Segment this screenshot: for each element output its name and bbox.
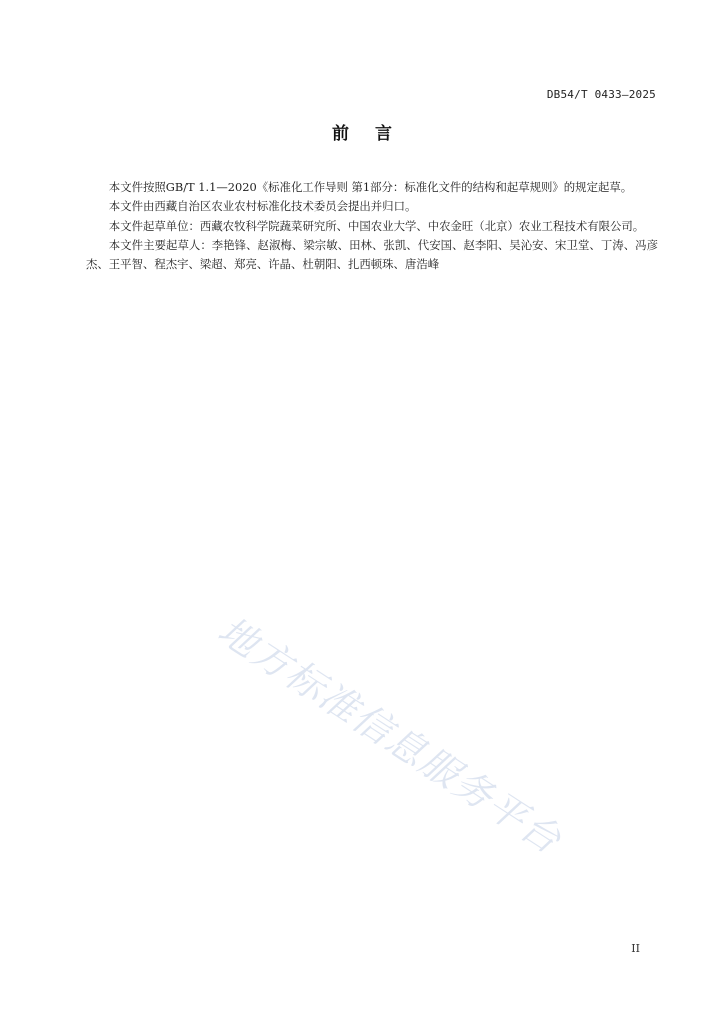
paragraph-drafters: 本文件主要起草人：李艳锋、赵淑梅、梁宗敏、田林、张凯、代安国、赵李阳、吴沁安、宋卫堂、丁涛、冯彦杰、王平智、程杰宇、梁超、郑亮、许晶、杜朝阳、扎西顿珠、唐浩峰 [86,237,658,272]
page-title: 前言 [332,124,418,144]
watermark: 地方标准信息服务平台 [210,608,570,863]
page-number: II [631,942,640,955]
paragraph-drafting-rules: 本文件按照GB/T 1.1—2020《标准化工作导则 第1部分：标准化文件的结构和起草规则》的规定起草。 [108,180,633,194]
foreword-body [86,178,658,274]
document-code: DB54/T 0433—2025 [546,88,656,101]
paragraph-drafting-units: 本文件起草单位：西藏农牧科学院蔬菜研究所、中国农业大学、中农金旺（北京）农业工程技术有限公司。 [108,218,645,233]
paragraph-proposer: 本文件由西藏自治区农业农村标准化技术委员会提出并归口。 [108,199,417,214]
